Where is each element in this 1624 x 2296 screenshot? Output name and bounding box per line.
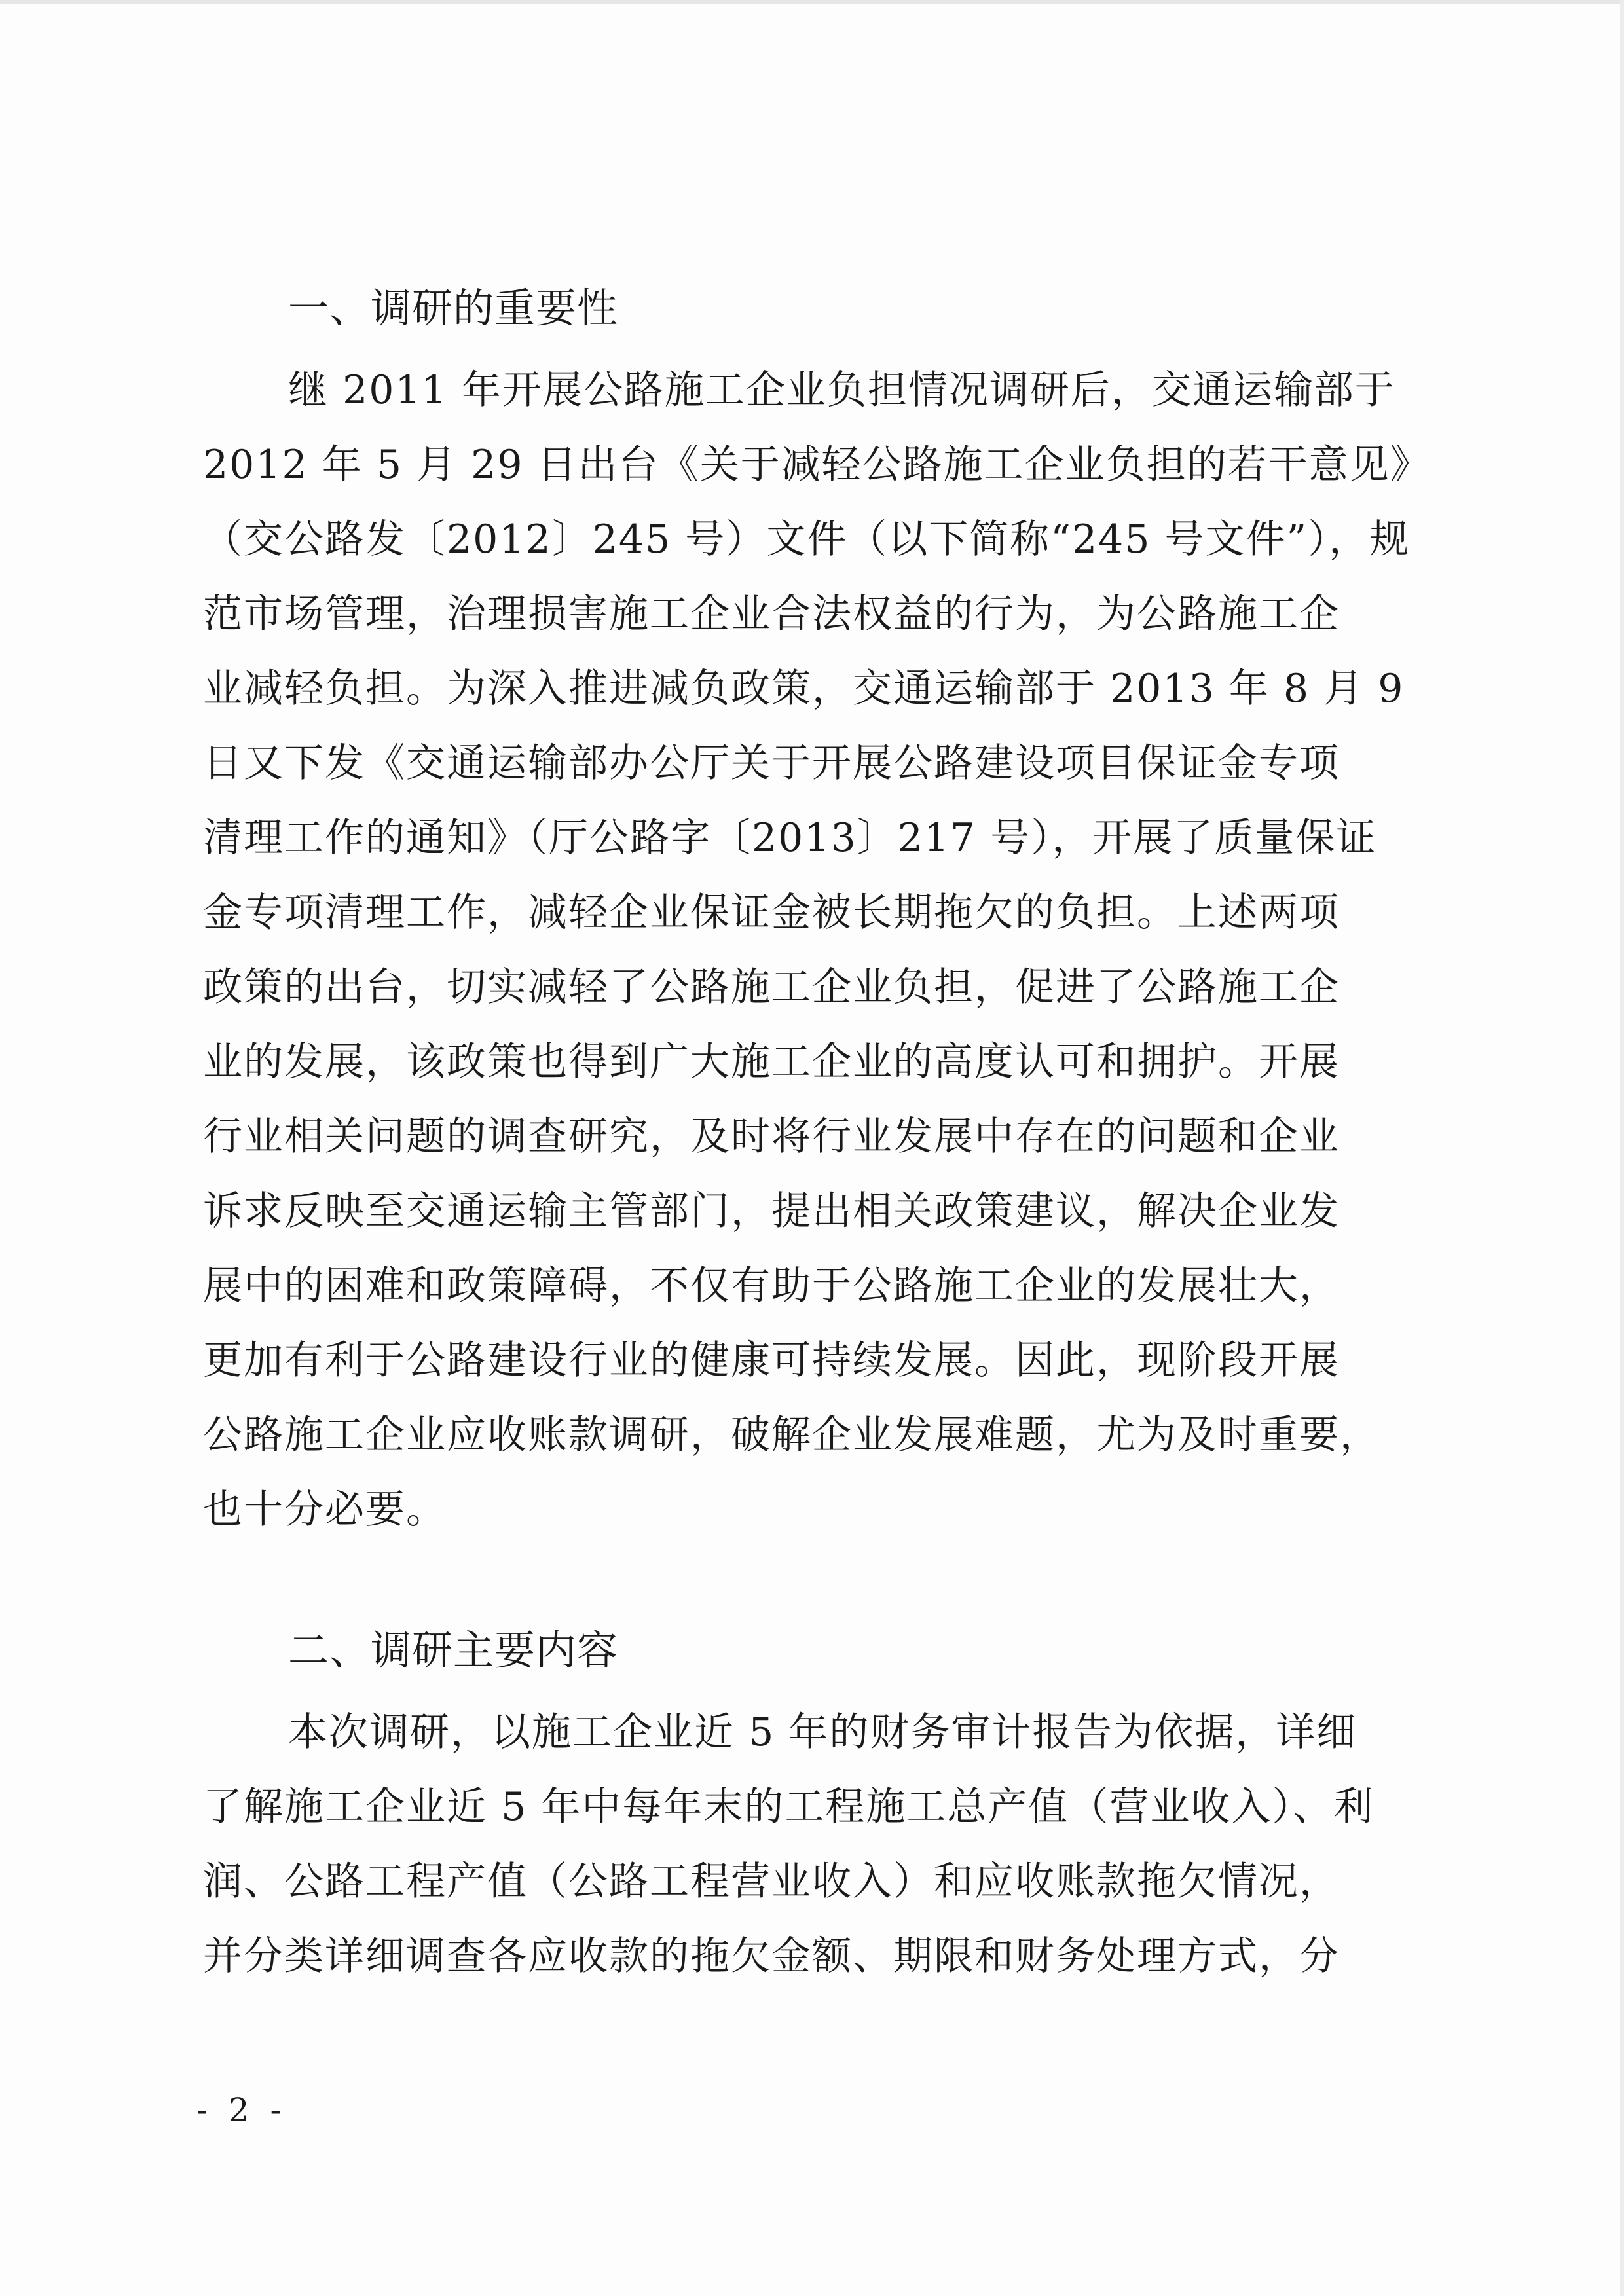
- section1-line: 继 2011 年开展公路施工企业负担情况调研后，交通运输部于: [288, 367, 1395, 413]
- section1-line: 展中的困难和政策障碍，不仅有助于公路施工企业的发展壮大，: [203, 1263, 1340, 1309]
- section1-line: 金专项清理工作，减轻企业保证金被长期拖欠的负担。上述两项: [203, 890, 1340, 936]
- page-number: - 2 -: [196, 2091, 287, 2129]
- section2-line: 了解施工企业近 5 年中每年末的工程施工总产值（营业收入）、利: [203, 1784, 1375, 1830]
- scan-border-right: [1620, 0, 1624, 2296]
- section1-line: （交公路发〔2012〕245 号）文件（以下简称“245 号文件”），规: [203, 517, 1411, 562]
- section2-heading: 二、调研主要内容: [288, 1626, 619, 1674]
- section2-line: 并分类详细调查各应收款的拖欠金额、期限和财务处理方式，分: [203, 1933, 1340, 1979]
- section1-line: 业的发展，该政策也得到广大施工企业的高度认可和拥护。开展: [203, 1039, 1340, 1085]
- section1-line: 也十分必要。: [203, 1487, 447, 1533]
- section1-line: 日又下发《交通运输部办公厅关于开展公路建设项目保证金专项: [203, 740, 1340, 786]
- section1-heading: 一、调研的重要性: [288, 284, 619, 332]
- section1-line: 清理工作的通知》（厅公路字〔2013〕217 号），开展了质量保证: [203, 815, 1377, 861]
- section1-line: 政策的出台，切实减轻了公路施工企业负担，促进了公路施工企: [203, 964, 1340, 1010]
- section1-line: 行业相关问题的调查研究，及时将行业发展中存在的问题和企业: [203, 1114, 1340, 1159]
- section2-line: 本次调研，以施工企业近 5 年的财务审计报告为依据，详细: [288, 1709, 1357, 1755]
- section1-line: 诉求反映至交通运输主管部门，提出相关政策建议，解决企业发: [203, 1188, 1340, 1234]
- section1-line: 2012 年 5 月 29 日出台《关于减轻公路施工企业负担的若干意见》: [203, 442, 1431, 488]
- section2-line: 润、公路工程产值（公路工程营业收入）和应收账款拖欠情况，: [203, 1859, 1340, 1904]
- section1-line: 范市场管理，治理损害施工企业合法权益的行为，为公路施工企: [203, 591, 1340, 637]
- section1-line: 更加有利于公路建设行业的健康可持续发展。因此，现阶段开展: [203, 1338, 1340, 1383]
- section1-line: 公路施工企业应收账款调研，破解企业发展难题，尤为及时重要，: [203, 1412, 1380, 1458]
- scan-border-top: [0, 0, 1624, 4]
- section1-line: 业减轻负担。为深入推进减负政策，交通运输部于 2013 年 8 月 9: [203, 666, 1405, 712]
